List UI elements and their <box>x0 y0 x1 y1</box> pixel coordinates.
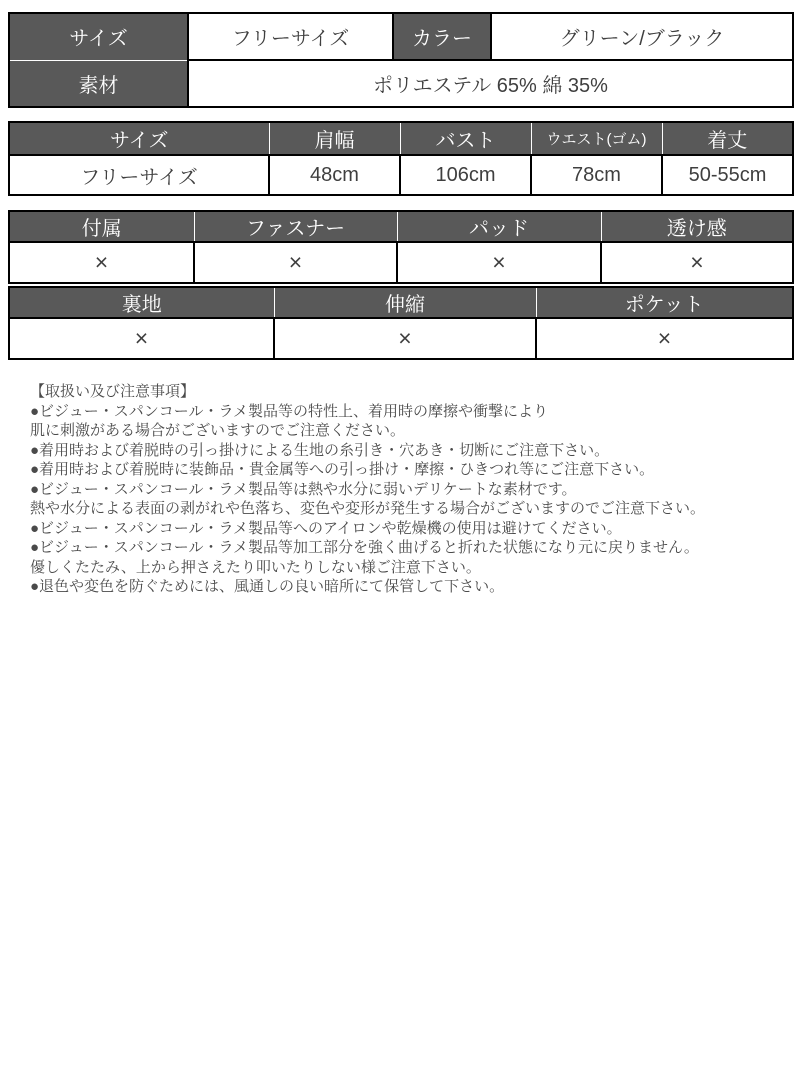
features2-value-lining: × <box>9 318 274 359</box>
care-note-line: ●退色や変色を防ぐためには、風通しの良い暗所にて保管して下さい。 <box>30 578 505 595</box>
features-table-2 <box>8 286 794 360</box>
measurements-value-length: 50-55cm <box>662 155 793 195</box>
features1-header-sheerness: 透け感 <box>601 211 793 242</box>
features2-value-pocket: × <box>536 318 793 359</box>
features2-header-pocket: ポケット <box>536 287 793 318</box>
features2-header-row <box>9 287 793 318</box>
features1-header-accessory: 付属 <box>9 211 194 242</box>
care-note-line: ●ビジュー・スパンコール・ラメ製品等の特性上、着用時の摩擦や衝撃により <box>30 402 549 420</box>
care-note-line: 肌に刺激がある場合がございますのでご注意ください。 <box>30 422 406 439</box>
measurements-value-bust: 106cm <box>400 155 531 195</box>
features2-header-lining: 裏地 <box>9 287 274 318</box>
care-note-line: ●ビジュー・スパンコール・ラメ製品等は熱や水分に弱いデリケートな素材です。 <box>30 480 577 498</box>
care-note-line: ●ビジュー・スパンコール・ラメ製品等加工部分を強く曲げると折れた状態になり元に戻りません。 <box>30 539 699 556</box>
spec-table <box>8 12 794 108</box>
features1-value-sheerness: × <box>601 242 793 283</box>
features1-header-row <box>9 211 793 242</box>
spec-color-value-cell: グリーン/ブラック <box>491 13 793 60</box>
measurements-header-bust: バスト <box>400 122 531 155</box>
spec-row-size-color <box>9 13 793 60</box>
features2-header-stretch: 伸縮 <box>274 287 536 318</box>
measurements-header-length: 着丈 <box>662 122 793 155</box>
features1-value-pad: × <box>397 242 601 283</box>
care-note-line: 優しくたたみ、上から押さえたり叩いたりしない様ご注意下さい。 <box>30 558 481 576</box>
measurements-header-row <box>9 122 793 155</box>
measurements-value-shoulder: 48cm <box>269 155 400 195</box>
features2-value-row <box>9 318 793 359</box>
spec-color-label-cell: カラー <box>393 13 491 60</box>
features2-value-stretch: × <box>274 318 536 359</box>
spec-material-value-cell: ポリエステル 65% 綿 35% <box>188 60 793 107</box>
features1-value-accessory: × <box>9 242 194 283</box>
care-notes-title: 【取扱い及び注意事項】 <box>30 383 196 400</box>
measurements-header-waist: ウエスト(ゴム) <box>531 122 662 155</box>
measurements-table <box>8 121 794 196</box>
spec-size-value-cell: フリーサイズ <box>188 13 393 60</box>
care-note-line: 熱や水分による表面の剥がれや色落ち、変色や変形が発生する場合がございますのでご注意下さい。 <box>30 500 706 517</box>
features1-value-fastener: × <box>194 242 397 283</box>
spec-row-material <box>9 60 793 107</box>
care-note-line: ●着用時および着脱時に装飾品・貴金属等への引っ掛け・摩擦・ひきつれ等にご注意下さい。 <box>30 461 655 478</box>
measurements-header-shoulder: 肩幅 <box>269 122 400 155</box>
measurements-value-row <box>9 155 793 195</box>
features1-header-pad: パッド <box>397 211 601 242</box>
care-notes-section <box>8 382 792 597</box>
care-note-line: ●ビジュー・スパンコール・ラメ製品等へのアイロンや乾燥機の使用は避けてください。 <box>30 519 622 537</box>
features1-header-fastener: ファスナー <box>194 211 397 242</box>
spec-size-label-cell: サイズ <box>9 13 188 60</box>
measurements-value-size: フリーサイズ <box>9 155 269 195</box>
measurements-value-waist: 78cm <box>531 155 662 195</box>
spec-material-label-cell: 素材 <box>9 60 188 107</box>
measurements-header-size: サイズ <box>9 122 269 155</box>
features1-value-row <box>9 242 793 283</box>
features-table-1 <box>8 210 794 284</box>
care-note-line: ●着用時および着脱時の引っ掛けによる生地の糸引き・穴あき・切断にご注意下さい。 <box>30 441 610 459</box>
